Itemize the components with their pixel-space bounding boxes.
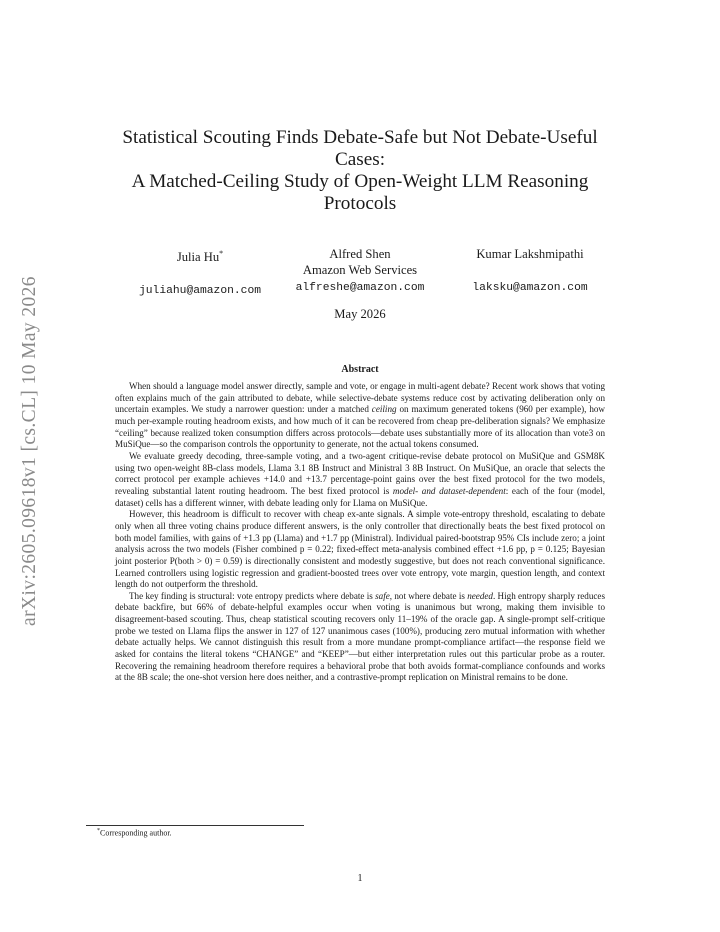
abstract-paragraph-4: The key finding is structural: vote entropy predicts where debate is safe, not where debate is needed. High entropy sharply reduces debate backfire, but 66% of debate-helpful examples occur when voting is unanimous but wrong, making them invisible to disagreement-based scouting. Thus, cheap statistical scouting recovers only 11–19% of the oracle gap. A single-prompt self-critique probe we tested on Llama flips the answer in 127 of 127 unanimous cases (100%), producing zero mutual information with whether debate actually helps. We cannot distinguish this result from a more mundane prompt-compliance artifact—the response field we asked for contains the literal tokens “CHANGE” and “KEEP”—but either interpretation rules out this particular probe as a router. Recovering the remaining headroom therefore requires a behavioral probe that both avoids format-compliance confounds and works at the 8B scale; the one-shot version here does neither, and a contrastive-prompt replication on Ministral remains to be done. [115,590,605,683]
author-name: Kumar Lakshmipathi [476,247,584,261]
author-name: Julia Hu* [176,249,224,265]
abstract-body [115,381,605,684]
paper-title [92,127,628,215]
author-email[interactable]: juliahu@amazon.com [138,285,262,298]
page-number: 1 [357,873,363,884]
arxiv-identifier-stamp [13,255,47,647]
title-line-2: Cases: [334,149,386,170]
footnote: *Corresponding author. [97,828,172,838]
author-name: Alfred Shen [329,247,391,261]
abstract-heading: Abstract [341,364,379,375]
abstract-paragraph-1: When should a language model answer directly, sample and vote, or engage in multi-agent debate? Recent work shows that voting often explains much of the gain attributed to debate, while selective-debate systems reduce cost by activating deliberation only on uncertain examples. We study a narrower question: under a matched ceiling on maximum generated tokens (960 per example), how much per-example routing headroom exists, and how much of it can be recovered from cheap pre-deliberation signals? We emphasize “ceiling” because realized token consumption differs across protocols—debate uses substantially more of its allocation than vote3 on MuSiQue—so the comparison controls the opportunity to generate, not the actual tokens consumed. [115,381,605,450]
arxiv-id-text: arXiv:2605.09618v1 [cs.CL] 10 May 2026 [19,276,41,626]
title-line-4: Protocols [323,193,397,214]
author-julia-hu [120,246,280,299]
abstract-paragraph-2: We evaluate greedy decoding, three-sample voting, and a two-agent critique-revise debate protocol on MuSiQue and GSM8K using two open-weight 8B-class models, Llama 3.1 8B Instruct and Ministral 3 8B Instruct. On MuSiQue, an oracle that selects the correct protocol per example achieves +14.0 and +13.7 percentage-point gains over the best fixed protocol for the two models, revealing substantial latent routing headroom. The best fixed protocol is model- and dataset-dependent: each of the four (model, dataset) cells has a different winner, with debate leading only for Llama on MuSiQue. [115,450,605,508]
abstract-paragraph-3: However, this headroom is difficult to recover with cheap ex-ante signals. A simple vote-entropy threshold, escalating to debate only when all three voting chains produce different answers, is the only controller that directionally beats the best fixed protocol on both model families, with gains of +1.3 pp (Llama) and +1.7 pp (Ministral). Individual paired-bootstrap 95% CIs include zero; a joint analysis across the two models (Fisher combined p = 0.22; fixed-effect meta-analysis combined effect +1.6 pp, p = 0.125; Bayesian joint posterior P(both > 0) = 0.59) is directionally consistent and modestly suggestive, but does not reach conventional significance. Learned controllers using logistic regression and gradient-boosted trees over vote entropy, vote margin, question length, and context length do not outperform the threshold. [115,509,605,590]
publication-date: May 2026 [334,307,386,321]
author-affiliation: Amazon Web Services [302,263,418,277]
author-kumar-lakshmipathi [440,246,620,296]
author-email[interactable]: laksku@amazon.com [472,282,588,294]
footnote-rule [86,825,304,826]
author-email[interactable]: alfreshe@amazon.com [295,282,425,294]
title-line-1: Statistical Scouting Finds Debate-Safe but Not Debate-Useful [122,127,598,148]
author-alfred-shen [280,246,440,296]
title-line-3: A Matched-Ceiling Study of Open-Weight LLM Reasoning [131,171,589,192]
